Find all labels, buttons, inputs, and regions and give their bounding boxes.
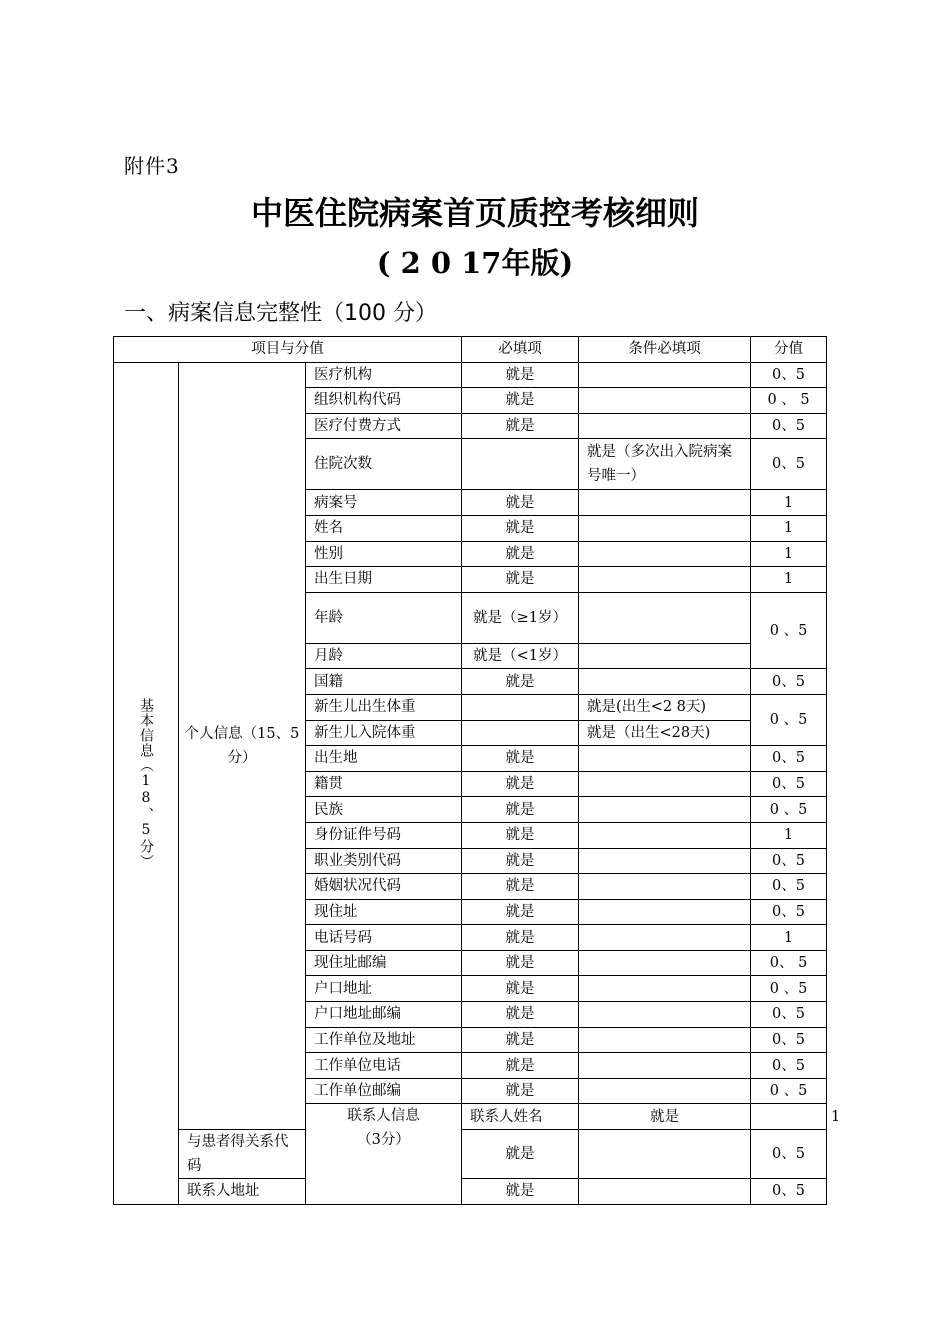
item-name: 医疗机构 <box>306 362 462 388</box>
item-required: 就是 <box>462 797 579 823</box>
category-basic-info: 基本信息（18、5分） <box>114 362 179 1204</box>
item-conditional <box>579 1053 751 1079</box>
item-name: 姓名 <box>306 515 462 541</box>
item-required: 就是 <box>462 1002 579 1028</box>
item-conditional <box>579 1179 751 1205</box>
item-name: 民族 <box>306 797 462 823</box>
item-score: 0、5 <box>751 669 827 695</box>
item-score: 0、5 <box>751 771 827 797</box>
item-score: 0、5 <box>751 848 827 874</box>
item-conditional <box>579 771 751 797</box>
item-conditional <box>579 899 751 925</box>
item-conditional <box>579 746 751 772</box>
table-row: 联系人信息 （3分） 联系人姓名 就是 1 <box>114 1104 827 1130</box>
item-required: 就是 <box>462 1130 579 1179</box>
item-required <box>462 720 579 746</box>
item-required: 就是 <box>462 362 579 388</box>
document-edition: ( 2 0 17年版) <box>376 246 574 280</box>
item-required: 就是 <box>462 1179 579 1205</box>
item-required: 就是 <box>462 1053 579 1079</box>
item-score: 0 、5 <box>751 694 827 745</box>
item-required: 就是 <box>462 388 579 414</box>
item-required: 就是 <box>462 669 579 695</box>
item-required: 就是 <box>462 515 579 541</box>
item-name: 联系人姓名 <box>462 1104 579 1130</box>
item-conditional <box>579 976 751 1002</box>
item-conditional <box>579 1078 751 1104</box>
item-name: 国籍 <box>306 669 462 695</box>
item-score: 0、5 <box>751 874 827 900</box>
item-conditional <box>579 925 751 951</box>
header-conditional: 条件必填项 <box>579 337 751 363</box>
item-name: 新生儿出生体重 <box>306 694 462 720</box>
item-conditional: 就是（多次出入院病案号唯一） <box>579 439 751 490</box>
item-required: 就是 <box>462 1027 579 1053</box>
item-conditional <box>579 490 751 516</box>
item-required: 就是 <box>462 874 579 900</box>
item-conditional <box>579 874 751 900</box>
item-name: 与患者得关系代码 <box>179 1130 306 1179</box>
item-score: 0、5 <box>751 362 827 388</box>
item-conditional <box>579 1027 751 1053</box>
item-required: 就是（<1岁） <box>462 643 579 669</box>
item-score: 1 <box>751 490 827 516</box>
item-conditional <box>579 643 751 669</box>
item-score: 0、5 <box>751 439 827 490</box>
item-score: 1 <box>751 925 827 951</box>
item-score: 0、5 <box>751 899 827 925</box>
item-required: 就是 <box>462 925 579 951</box>
item-score: 0 、 5 <box>751 388 827 414</box>
item-conditional <box>579 797 751 823</box>
header-required: 必填项 <box>462 337 579 363</box>
item-required: 就是 <box>462 490 579 516</box>
item-name: 现住址邮编 <box>306 950 462 976</box>
item-conditional: 就是(出生<2 8天) <box>579 694 751 720</box>
item-name: 月龄 <box>306 643 462 669</box>
item-conditional <box>579 541 751 567</box>
item-name: 身份证件号码 <box>306 822 462 848</box>
item-score: 0、 5 <box>751 950 827 976</box>
item-name: 现住址 <box>306 899 462 925</box>
item-required: 就是 <box>462 822 579 848</box>
header-score: 分值 <box>751 337 827 363</box>
item-required: 就是 <box>462 950 579 976</box>
item-score: 0、5 <box>751 1179 827 1205</box>
item-name: 组织机构代码 <box>306 388 462 414</box>
attachment-label: 附件3 <box>124 154 180 178</box>
item-name: 病案号 <box>306 490 462 516</box>
item-name: 工作单位邮编 <box>306 1078 462 1104</box>
item-name: 性别 <box>306 541 462 567</box>
item-required: 就是 <box>579 1104 751 1130</box>
item-name: 籍贯 <box>306 771 462 797</box>
item-score: 0 、5 <box>751 1078 827 1104</box>
section-heading: 一、病案信息完整性（100 分） <box>124 301 437 326</box>
item-required <box>462 694 579 720</box>
contact-group-score: （3分） <box>357 1132 410 1149</box>
item-score: 0、5 <box>751 1053 827 1079</box>
item-score: 1 <box>751 822 827 848</box>
item-name: 婚姻状况代码 <box>306 874 462 900</box>
item-required <box>462 439 579 490</box>
item-conditional <box>579 567 751 593</box>
item-required: 就是 <box>462 541 579 567</box>
item-conditional <box>579 413 751 439</box>
item-name: 工作单位电话 <box>306 1053 462 1079</box>
item-required: 就是 <box>462 848 579 874</box>
item-score: 0、5 <box>751 746 827 772</box>
item-conditional <box>579 822 751 848</box>
item-name: 新生儿入院体重 <box>306 720 462 746</box>
item-name: 医疗付费方式 <box>306 413 462 439</box>
item-score: 0 、5 <box>751 592 827 669</box>
table-row <box>114 362 827 388</box>
item-name: 户口地址 <box>306 976 462 1002</box>
contact-group-title: 联系人信息 <box>347 1108 420 1125</box>
item-required: 就是 <box>462 771 579 797</box>
table-header-row <box>114 337 827 363</box>
item-conditional <box>751 1104 827 1130</box>
item-name: 住院次数 <box>306 439 462 490</box>
item-conditional <box>579 1002 751 1028</box>
item-score: 0 、5 <box>751 797 827 823</box>
item-required: 就是 <box>462 899 579 925</box>
item-score: 0 、5 <box>751 976 827 1002</box>
item-conditional <box>579 669 751 695</box>
item-name: 职业类别代码 <box>306 848 462 874</box>
item-required: 就是（≥1岁） <box>462 592 579 643</box>
header-item: 项目与分值 <box>114 337 462 363</box>
item-conditional <box>579 515 751 541</box>
item-conditional <box>579 592 751 643</box>
item-score: 1 <box>751 567 827 593</box>
group-personal-info: 个人信息（15、5分） <box>179 362 306 1129</box>
item-conditional: 就是（出生<28天) <box>579 720 751 746</box>
item-score: 1 <box>751 541 827 567</box>
item-conditional <box>579 1130 751 1179</box>
item-score: 1 <box>751 515 827 541</box>
item-name: 户口地址邮编 <box>306 1002 462 1028</box>
item-name: 联系人地址 <box>179 1179 306 1205</box>
item-conditional <box>579 362 751 388</box>
item-score: 0、5 <box>751 1130 827 1179</box>
item-name: 年龄 <box>306 592 462 643</box>
item-required: 就是 <box>462 746 579 772</box>
item-name: 出生日期 <box>306 567 462 593</box>
group-contact-info <box>306 1104 462 1204</box>
document-title: 中医住院病案首页质控考核细则 <box>250 194 699 232</box>
item-score: 0、5 <box>751 1027 827 1053</box>
item-score: 0、5 <box>751 1002 827 1028</box>
item-conditional <box>579 388 751 414</box>
item-required: 就是 <box>462 413 579 439</box>
item-name: 出生地 <box>306 746 462 772</box>
item-required: 就是 <box>462 976 579 1002</box>
table-row <box>114 1179 827 1205</box>
item-required: 就是 <box>462 567 579 593</box>
quality-control-table <box>113 336 841 1205</box>
table-row <box>114 1130 827 1179</box>
item-name: 工作单位及地址 <box>306 1027 462 1053</box>
item-conditional <box>579 950 751 976</box>
item-score: 0、5 <box>751 413 827 439</box>
item-name: 电话号码 <box>306 925 462 951</box>
item-conditional <box>579 848 751 874</box>
item-required: 就是 <box>462 1078 579 1104</box>
